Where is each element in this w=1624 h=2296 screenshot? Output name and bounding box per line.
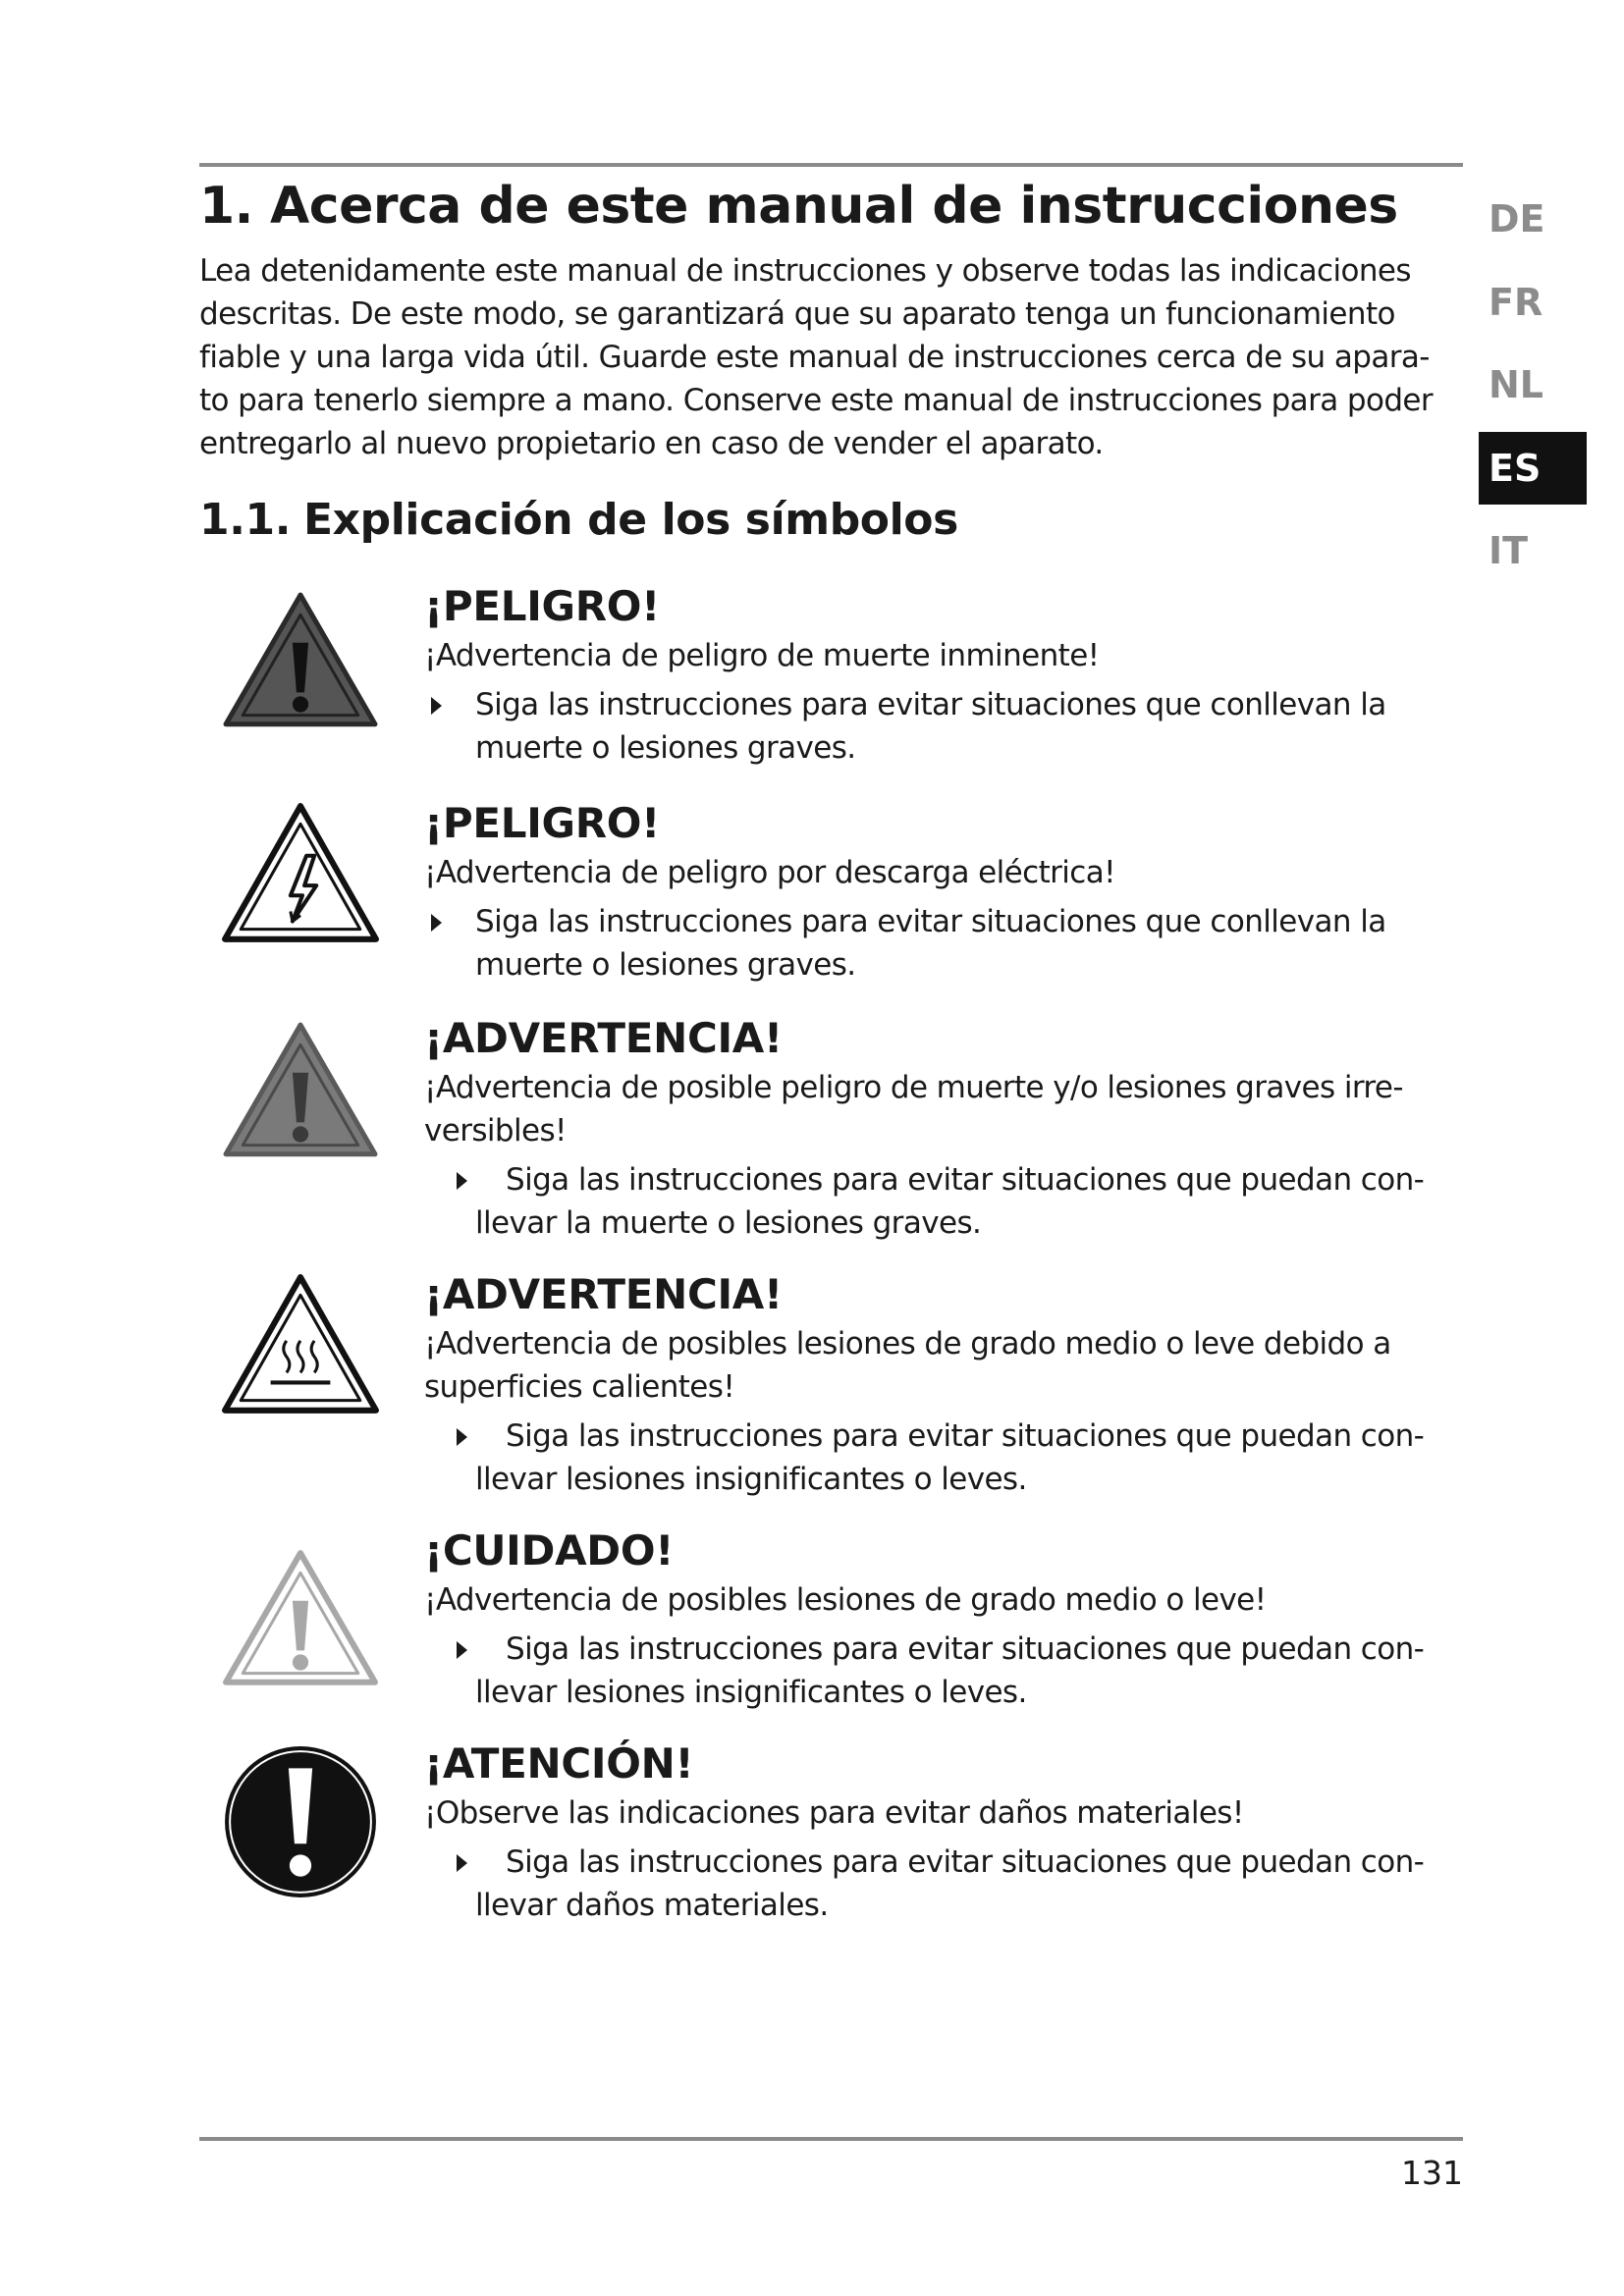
symbol-instruction-line: llevar lesiones insignificantes o leves. xyxy=(475,1462,1027,1497)
intro-paragraph xyxy=(199,249,1466,465)
language-tab-it[interactable]: IT xyxy=(1489,529,1529,572)
intro-line: descritas. De este modo, se garantizará que su aparato tenga un funcionamiento xyxy=(199,296,1395,332)
section-heading-number: 1.1. xyxy=(199,495,292,545)
page-title-number: 1. xyxy=(199,177,253,236)
symbol-title: ¡PELIGRO! xyxy=(424,799,660,847)
symbol-description-line: ¡Advertencia de posibles lesiones de grado medio o leve debido a xyxy=(424,1326,1391,1362)
page-number: 131 xyxy=(1401,2154,1463,2192)
symbol-instruction-text xyxy=(475,1415,1425,1501)
symbol-description-line: ¡Observe las indicaciones para evitar daños materiales! xyxy=(424,1795,1244,1831)
top-rule xyxy=(199,163,1463,167)
intro-line: to para tenerlo siempre a mano. Conserve este manual de instrucciones para poder xyxy=(199,383,1434,418)
symbol-instruction-line: Siga las instrucciones para evitar situaciones que puedan con- xyxy=(506,1631,1425,1667)
symbol-entry-attention xyxy=(199,1738,1476,1935)
symbol-description xyxy=(424,1791,1244,1835)
intro-line: Lea detenidamente este manual de instrucciones y observe todas las indicaciones xyxy=(199,253,1411,289)
warning-triangle-icon xyxy=(221,1015,380,1174)
symbol-description xyxy=(424,1066,1403,1152)
symbol-description xyxy=(424,1578,1266,1622)
symbol-description xyxy=(424,634,1100,677)
symbol-instruction-line: Siga las instrucciones para evitar situaciones que conllevan la xyxy=(475,687,1386,722)
symbol-description-line: ¡Advertencia de peligro por descarga eléctrica! xyxy=(424,855,1115,890)
language-tab-fr[interactable]: FR xyxy=(1489,281,1543,324)
symbol-instruction-text xyxy=(475,1158,1425,1245)
symbol-description xyxy=(424,1322,1391,1409)
symbol-instruction-line: muerte o lesiones graves. xyxy=(475,730,856,766)
symbol-description-line: versibles! xyxy=(424,1113,567,1148)
symbol-entry-danger xyxy=(199,581,1476,777)
language-tab-es[interactable]: ES xyxy=(1479,432,1587,505)
symbol-instruction-text xyxy=(475,1628,1425,1714)
symbol-title: ¡ADVERTENCIA! xyxy=(424,1014,783,1062)
symbol-instruction-line: Siga las instrucciones para evitar situaciones que puedan con- xyxy=(506,1844,1425,1880)
section-heading-text: Explicación de los símbolos xyxy=(303,495,958,545)
danger-warning-triangle-icon xyxy=(221,585,380,744)
symbol-title: ¡CUIDADO! xyxy=(424,1526,675,1575)
electric-shock-triangle-icon xyxy=(221,798,380,957)
symbol-instruction-line: Siga las instrucciones para evitar situaciones que puedan con- xyxy=(506,1162,1425,1198)
bottom-rule xyxy=(199,2137,1463,2141)
symbol-description-line: ¡Advertencia de posibles lesiones de grado medio o leve! xyxy=(424,1582,1267,1618)
language-tab-nl[interactable]: NL xyxy=(1489,363,1544,406)
section-heading xyxy=(199,493,958,548)
symbol-instruction-line: llevar lesiones insignificantes o leves. xyxy=(475,1675,1027,1710)
bullet-arrow-icon xyxy=(431,914,442,932)
bullet-arrow-icon xyxy=(457,1172,467,1190)
symbol-instruction-text xyxy=(475,1841,1425,1927)
symbol-description-line: ¡Advertencia de posible peligro de muerte y/o lesiones graves irre- xyxy=(424,1070,1403,1105)
page-title-text: Acerca de este manual de instrucciones xyxy=(270,177,1398,236)
symbol-instruction-line: llevar daños materiales. xyxy=(475,1888,829,1923)
intro-line: entregarlo al nuevo propietario en caso de vender el aparato. xyxy=(199,426,1104,461)
symbol-instruction-line: muerte o lesiones graves. xyxy=(475,947,856,983)
bullet-arrow-icon xyxy=(431,697,442,715)
hot-surface-triangle-icon xyxy=(221,1269,380,1428)
symbol-instruction-line: Siga las instrucciones para evitar situaciones que conllevan la xyxy=(475,904,1386,939)
bullet-arrow-icon xyxy=(457,1428,467,1446)
symbol-entry-hot-surface xyxy=(199,1269,1476,1505)
symbol-instruction-text xyxy=(475,683,1386,770)
symbol-description xyxy=(424,851,1115,894)
intro-line: fiable y una larga vida útil. Guarde este manual de instrucciones cerca de su apara- xyxy=(199,340,1430,375)
bullet-arrow-icon xyxy=(457,1854,467,1872)
symbol-instruction-line: Siga las instrucciones para evitar situaciones que puedan con- xyxy=(506,1418,1425,1454)
symbol-title: ¡ATENCIÓN! xyxy=(424,1739,694,1788)
bullet-arrow-icon xyxy=(457,1641,467,1659)
symbol-entry-warning xyxy=(199,1013,1476,1249)
symbol-instruction-text xyxy=(475,900,1386,987)
page-title xyxy=(199,175,1466,238)
attention-circle-icon xyxy=(221,1742,380,1901)
symbol-title: ¡PELIGRO! xyxy=(424,582,660,630)
caution-triangle-icon xyxy=(221,1543,380,1702)
language-tab-de[interactable]: DE xyxy=(1489,197,1545,240)
symbol-title: ¡ADVERTENCIA! xyxy=(424,1270,783,1318)
symbol-description-line: ¡Advertencia de peligro de muerte inminente! xyxy=(424,638,1100,673)
symbol-entry-caution xyxy=(199,1525,1476,1722)
symbol-description-line: superficies calientes! xyxy=(424,1369,735,1405)
symbol-entry-electric-danger xyxy=(199,798,1476,994)
symbol-instruction-line: llevar la muerte o lesiones graves. xyxy=(475,1205,982,1241)
